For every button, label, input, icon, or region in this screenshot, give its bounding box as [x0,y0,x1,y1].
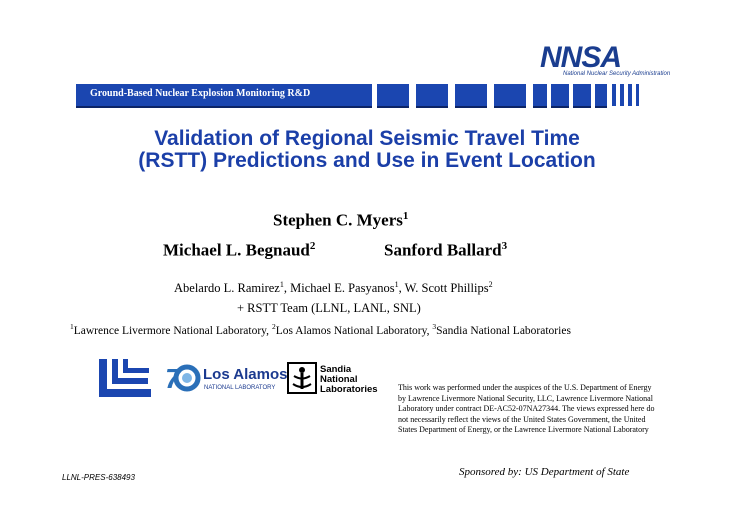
header-block [533,84,547,108]
header-block [551,84,569,108]
program-name: Ground-Based Nuclear Explosion Monitoring R&D [90,88,311,99]
sandia-logo-line3: Laboratories [320,384,378,395]
presentation-title [0,128,734,172]
llnl-logo [96,357,154,399]
header-stripe [628,84,632,106]
disclaimer: This work was performed under the auspices of the U.S. Department of Energy by Lawrence Livermore National Security, LLC, Lawrence Livermore National Laboratory under contract DE-AC52-07NA27344. The views expressed here do not necessarily reflect the views of the United States Government, the United States Department of Energy, or the Lawrence Livermore National Laboratory [398,383,655,435]
co-authors: Abelardo L. Ramirez$^1$, Michael E. Pasyanos$^1$, W. Scott Phillips$^2$ [174,280,493,296]
svg-text:7: 7 [165,363,181,394]
header-block [595,84,607,108]
sandia-logo [287,362,379,396]
sandia-logo-line2: National [320,374,358,385]
rstt-team: + RSTT Team (LLNL, LANL, SNL) [237,301,421,315]
lanl-logo [163,363,288,394]
header-block [455,84,487,108]
header-block [573,84,591,108]
lanl-logo-name: Los Alamos [203,366,288,383]
sandia-logo-line1: Sandia [320,364,352,375]
header-stripe [636,84,639,106]
third-author: Sanford Ballard$^3$ [384,240,508,260]
nnsa-logo-subtitle: National Nuclear Security Administration [563,71,671,77]
header-stripe [612,84,616,106]
second-author: Michael L. Begnaud$^2$ [163,240,316,260]
header-block [494,84,526,108]
document-code: LLNL-PRES-638493 [62,473,135,482]
header-stripe [620,84,624,106]
lead-author: Stephen C. Myers$^1$ [273,210,409,230]
sponsor-note: Sponsored by: US Department of State [459,466,630,478]
lanl-logo-subtitle: NATIONAL LABORATORY [204,385,276,391]
header-block [377,84,409,108]
title-line-1: Validation of Regional Seismic Travel Time [154,127,580,150]
affiliations: $^1$Lawrence Livermore National Laboratory, $^2$Los Alamos National Laboratory, $^3$Sandia National Laboratories [70,322,571,337]
title-line-2: (RSTT) Predictions and Use in Event Location [138,149,596,172]
nnsa-logo-letters: NNSA [540,41,622,74]
header-block [416,84,448,108]
